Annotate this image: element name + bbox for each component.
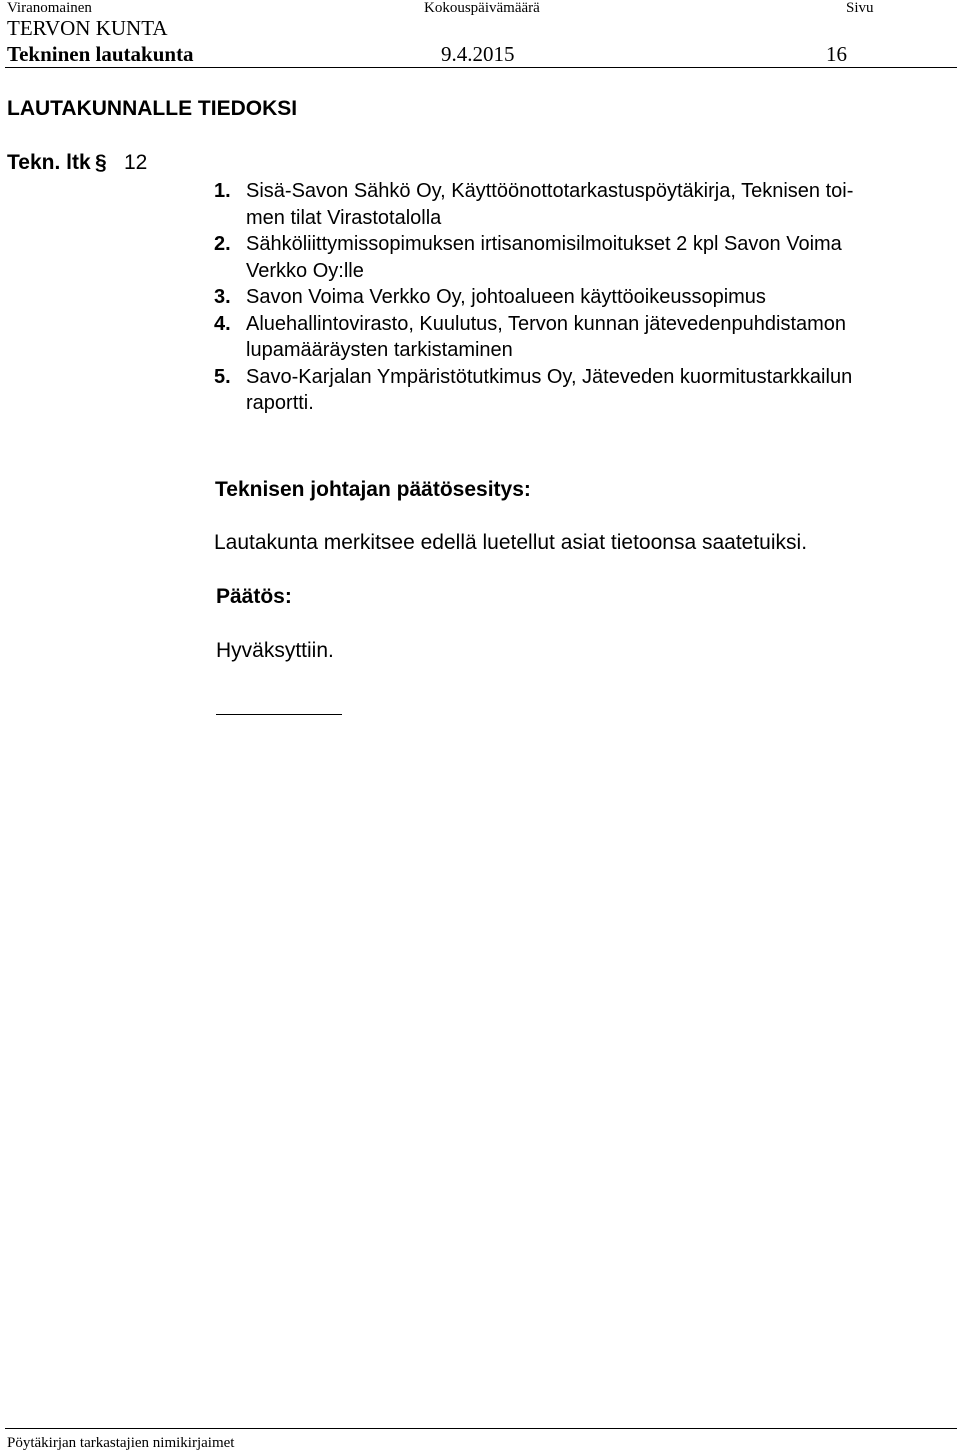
- header-page-label: Sivu: [846, 0, 874, 16]
- decision-text: Hyväksyttiin.: [216, 639, 334, 662]
- list-item-number: 1.: [214, 180, 231, 202]
- end-divider: [216, 714, 342, 715]
- meeting-date: 9.4.2015: [441, 42, 515, 66]
- reference-label: Tekn. ltk: [7, 151, 91, 174]
- proposal-text: Lautakunta merkitsee edellä luetellut asiat tietoonsa saatetuiksi.: [214, 531, 808, 554]
- header-divider: [5, 67, 957, 68]
- list-item-text: Savo-Karjalan Ympäristötutkimus Oy, Jäteveden kuormitustarkkailun raportti.: [246, 365, 853, 414]
- footer-initials-label: Pöytäkirjan tarkastajien nimikirjaimet: [7, 1435, 235, 1451]
- organization-name: TERVON KUNTA: [7, 16, 168, 40]
- section-sign: §: [95, 151, 107, 174]
- list-item: [214, 178, 944, 231]
- list-item: [214, 364, 944, 417]
- header-meeting-date-label: Kokouspäivämäärä: [424, 0, 540, 16]
- list-item-text: Sähköliittymissopimuksen irtisanomisilmoitukset 2 kpl Savon Voima Verkko Oy:lle: [246, 233, 842, 282]
- body-name: Tekninen lautakunta: [7, 42, 194, 66]
- reference-number: 12: [124, 151, 148, 174]
- list-item-text: Aluehallintovirasto, Kuulutus, Tervon kunnan jätevedenpuhdistamon lupamääräysten tarkistaminen: [246, 312, 847, 361]
- section-title: LAUTAKUNNALLE TIEDOKSI: [7, 97, 298, 120]
- list-item-text: Sisä-Savon Sähkö Oy, Käyttöönottotarkastuspöytäkirja, Teknisen toi- men tilat Virastotalolla: [246, 180, 854, 229]
- list-item: [214, 311, 944, 364]
- footer-divider: [5, 1428, 957, 1429]
- list-item-text: Savon Voima Verkko Oy, johtoalueen käyttöoikeussopimus: [246, 286, 766, 308]
- list-item-number: 2.: [214, 233, 231, 255]
- list-item-number: 3.: [214, 286, 231, 308]
- agenda-list: [214, 178, 944, 417]
- decision-title: Päätös:: [216, 585, 292, 608]
- page-number: 16: [826, 42, 847, 66]
- header-authority-label: Viranomainen: [7, 0, 92, 16]
- proposal-title: Teknisen johtajan päätösesitys:: [215, 478, 531, 501]
- list-item-number: 5.: [214, 365, 231, 388]
- list-item: [214, 284, 944, 311]
- list-item: [214, 231, 944, 284]
- list-item-number: 4.: [214, 312, 231, 335]
